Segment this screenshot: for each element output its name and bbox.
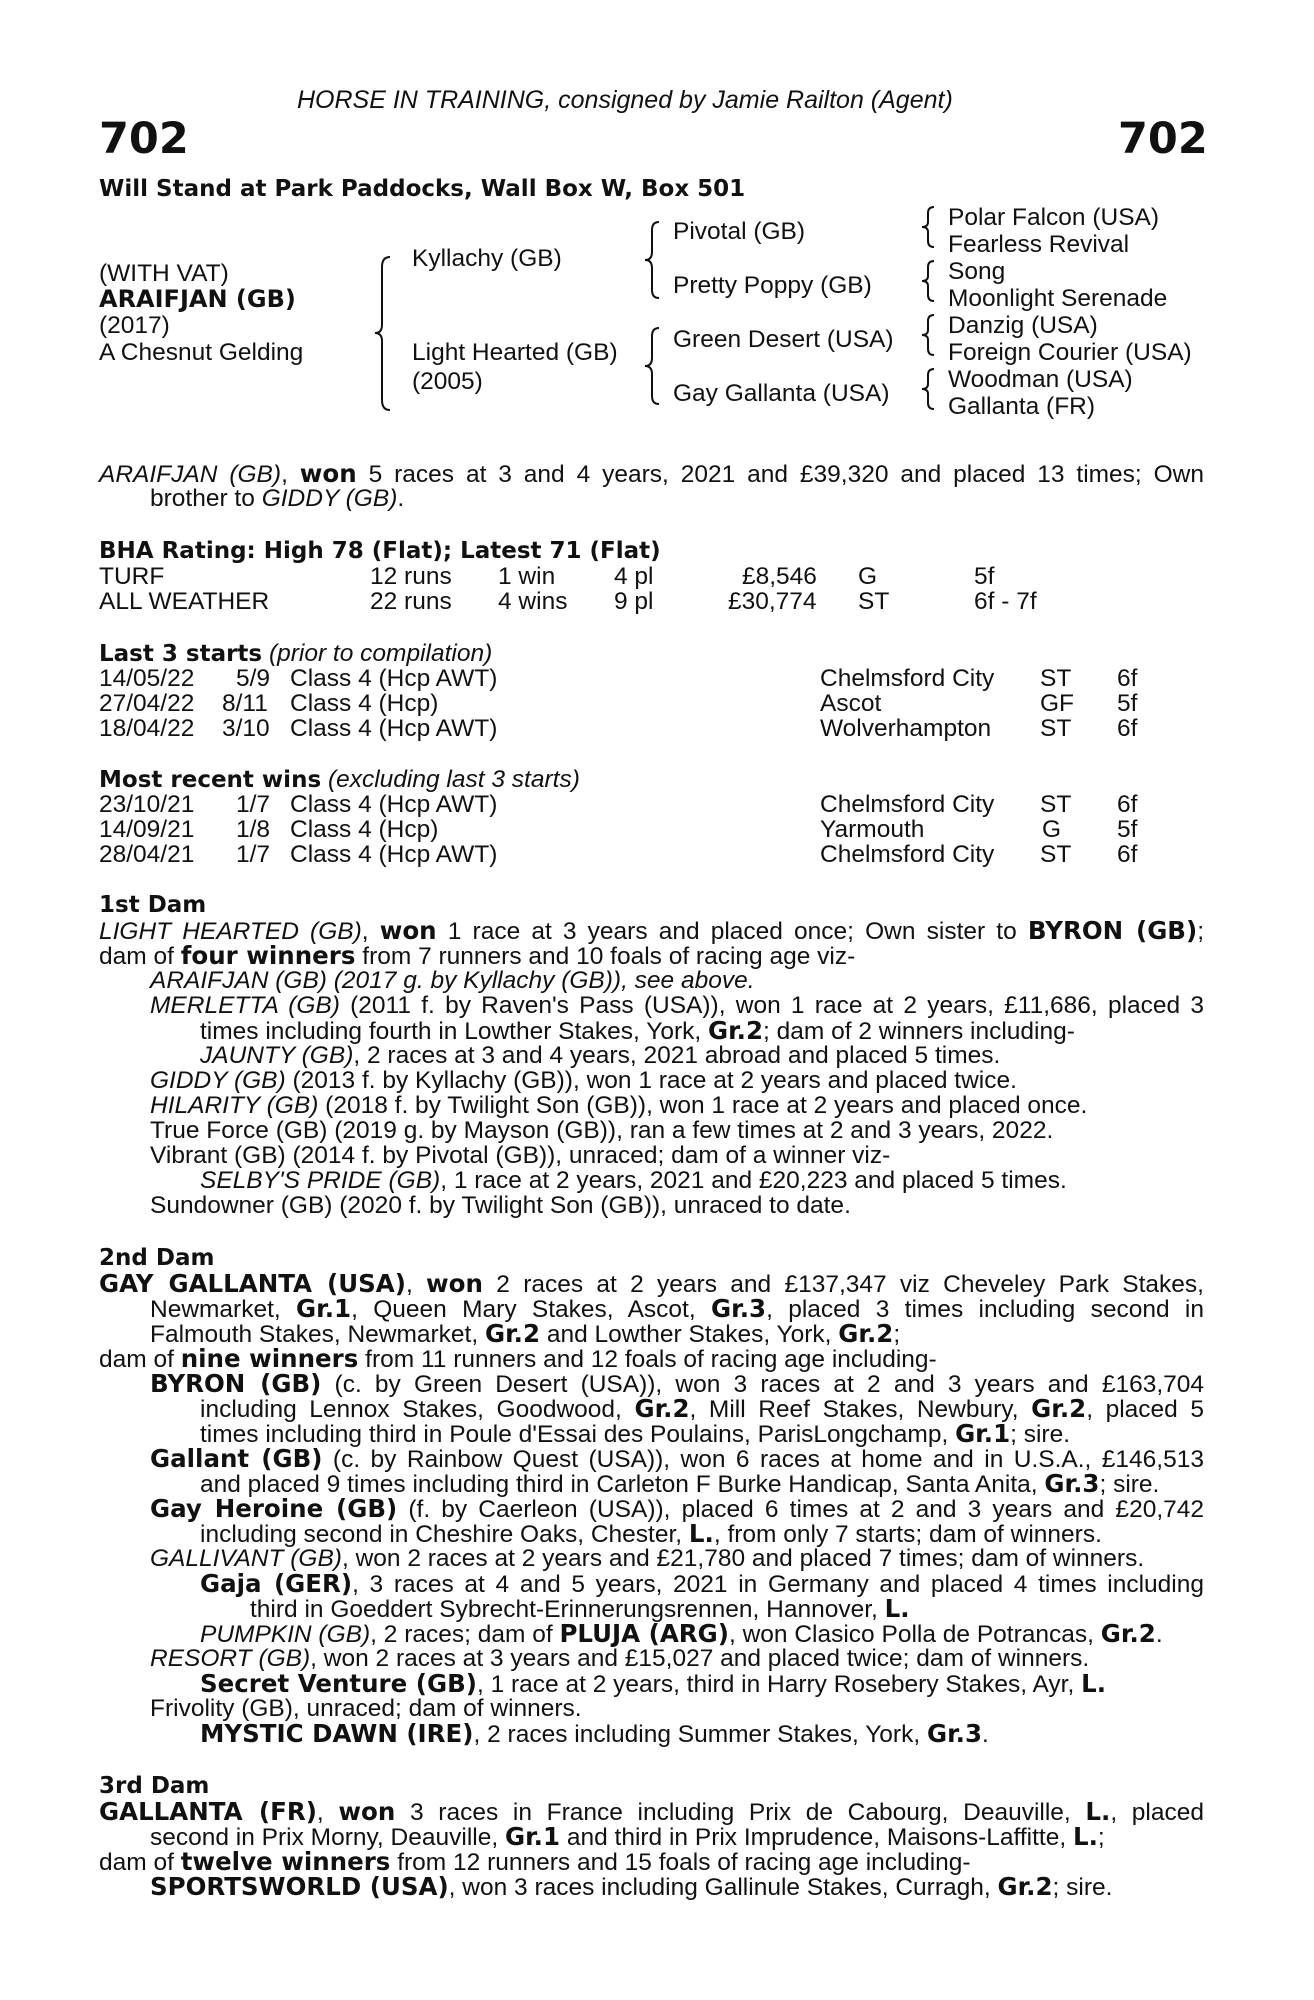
gen3-4: Moonlight Serenade bbox=[948, 285, 1168, 312]
third-dam-line: SPORTSWORLD (USA), won 3 races including Gallinule Stakes, Curragh, Gr.2; sire. bbox=[150, 1872, 1113, 1901]
first-dam-line: LIGHT HEARTED (GB), won 1 race at 3 years and placed once; Own sister to BYRON (GB); bbox=[99, 916, 1204, 945]
gen3-8: Gallanta (FR) bbox=[948, 393, 1096, 420]
second-dam-line: times including third in Poule d'Essai des Poulains, ParisLongchamp, Gr.1; sire. bbox=[200, 1419, 1071, 1448]
brace-gen3-4 bbox=[920, 367, 938, 411]
recent-wins-heading: Most recent wins (excluding last 3 starts) bbox=[99, 766, 580, 793]
sire-sire: Pivotal (GB) bbox=[673, 218, 806, 245]
first-dam-line: ARAIFJAN (GB) (2017 g. by Kyllachy (GB)), see above. bbox=[150, 967, 755, 994]
second-dam-line: and placed 9 times including third in Carleton F Burke Handicap, Santa Anita, Gr.3; sire. bbox=[200, 1469, 1160, 1498]
brace-dam bbox=[643, 326, 663, 406]
brace-main bbox=[372, 255, 394, 412]
sire: Kyllachy (GB) bbox=[412, 245, 562, 272]
second-dam-line: Gay Heroine (GB) (f. by Caerleon (USA)), placed 6 times at 2 and 3 years and £20,742 bbox=[150, 1494, 1204, 1523]
dam-sire: Green Desert (USA) bbox=[673, 326, 894, 353]
second-dam-line: Frivolity (GB), unraced; dam of winners. bbox=[150, 1695, 582, 1722]
second-dam-line: including second in Cheshire Oaks, Chester, L., from only 7 starts; dam of winners. bbox=[200, 1519, 1102, 1548]
gen3-6: Foreign Courier (USA) bbox=[948, 339, 1192, 366]
second-dam-line: third in Goeddert Sybrecht-Erinnerungsrennen, Hannover, L. bbox=[250, 1594, 910, 1623]
stand-location: Will Stand at Park Paddocks, Wall Box W, Box 501 bbox=[99, 176, 746, 202]
second-dam-heading: 2nd Dam bbox=[99, 1245, 215, 1271]
second-dam-line: PUMPKIN (GB), 2 races; dam of PLUJA (ARG), won Clasico Polla de Potrancas, Gr.2. bbox=[200, 1619, 1163, 1648]
first-dam-line: True Force (GB) (2019 g. by Mayson (GB)), ran a few times at 2 and 3 years, 2022. bbox=[150, 1117, 1054, 1144]
dam-year: (2005) bbox=[412, 368, 483, 395]
second-dam-line: BYRON (GB) (c. by Green Desert (USA)), won 3 races at 2 and 3 years and £163,704 bbox=[150, 1369, 1205, 1398]
second-dam-line: RESORT (GB), won 2 races at 3 years and £15,027 and placed twice; dam of winners. bbox=[150, 1645, 1090, 1672]
second-dam-line: dam of nine winners from 11 runners and 12 foals of racing age including- bbox=[99, 1344, 937, 1373]
third-dam-line: GALLANTA (FR), won 3 races in France including Prix de Cabourg, Deauville, L., placed bbox=[99, 1797, 1204, 1826]
second-dam-line: including Lennox Stakes, Goodwood, Gr.2, Mill Reef Stakes, Newbury, Gr.2, placed 5 bbox=[200, 1394, 1204, 1423]
first-dam-line: MERLETTA (GB) (2011 f. by Raven's Pass (USA)), won 1 race at 2 years, £11,686, placed 3 bbox=[150, 992, 1204, 1019]
second-dam-line: Gaja (GER), 3 races at 4 and 5 years, 2021 in Germany and placed 4 times including bbox=[200, 1569, 1204, 1598]
consignor-line: HORSE IN TRAINING, consigned by Jamie Railton (Agent) bbox=[297, 86, 953, 114]
summary-line-2: brother to GIDDY (GB). bbox=[150, 485, 405, 512]
gen3-3: Song bbox=[948, 258, 1006, 285]
gen3-5: Danzig (USA) bbox=[948, 312, 1098, 339]
lot-number-right: 702 bbox=[1118, 114, 1208, 164]
vat-note: (WITH VAT) bbox=[99, 260, 229, 287]
third-dam-line: second in Prix Morny, Deauville, Gr.1 and third in Prix Imprudence, Maisons-Laffitte, L.; bbox=[150, 1822, 1105, 1851]
second-dam-line: MYSTIC DAWN (IRE), 2 races including Summer Stakes, York, Gr.3. bbox=[200, 1719, 989, 1748]
dam: Light Hearted (GB) bbox=[412, 339, 618, 366]
second-dam-line: GAY GALLANTA (USA), won 2 races at 2 years and £137,347 viz Cheveley Park Stakes, bbox=[99, 1269, 1204, 1298]
third-dam-line: dam of twelve winners from 12 runners and 15 foals of racing age including- bbox=[99, 1847, 971, 1876]
lot-number-left: 702 bbox=[99, 114, 189, 164]
first-dam-heading: 1st Dam bbox=[99, 892, 207, 918]
brace-gen3-1 bbox=[920, 205, 938, 249]
horse-year: (2017) bbox=[99, 312, 170, 339]
first-dam-line: Vibrant (GB) (2014 f. by Pivotal (GB)), unraced; dam of a winner viz- bbox=[150, 1142, 891, 1169]
first-dam-line: HILARITY (GB) (2018 f. by Twilight Son (GB)), won 1 race at 2 years and placed once. bbox=[150, 1092, 1088, 1119]
second-dam-line: Newmarket, Gr.1, Queen Mary Stakes, Ascot, Gr.3, placed 3 times including second in bbox=[150, 1294, 1204, 1323]
horse-description: A Chesnut Gelding bbox=[99, 339, 304, 366]
gen3-1: Polar Falcon (USA) bbox=[948, 204, 1160, 231]
second-dam-line: Falmouth Stakes, Newmarket, Gr.2 and Lowther Stakes, York, Gr.2; bbox=[150, 1319, 901, 1348]
horse-name: ARAIFJAN (GB) bbox=[99, 285, 296, 313]
second-dam-line: GALLIVANT (GB), won 2 races at 2 years and £21,780 and placed 7 times; dam of winners. bbox=[150, 1545, 1145, 1572]
first-dam-line: GIDDY (GB) (2013 f. by Kyllachy (GB)), won 1 race at 2 years and placed twice. bbox=[150, 1067, 1017, 1094]
rating-heading: BHA Rating: High 78 (Flat); Latest 71 (Flat) bbox=[99, 538, 661, 564]
gen3-2: Fearless Revival bbox=[948, 231, 1130, 258]
first-dam-line: dam of four winners from 7 runners and 10 foals of racing age viz- bbox=[99, 941, 856, 970]
brace-gen3-2 bbox=[920, 259, 938, 303]
second-dam-line: Secret Venture (GB), 1 race at 2 years, third in Harry Rosebery Stakes, Ayr, L. bbox=[200, 1669, 1107, 1698]
first-dam-line: SELBY'S PRIDE (GB), 1 race at 2 years, 2021 and £20,223 and placed 5 times. bbox=[200, 1167, 1067, 1194]
second-dam-line: Gallant (GB) (c. by Rainbow Quest (USA)), won 6 races at home and in U.S.A., £146,513 bbox=[150, 1444, 1204, 1473]
first-dam-line: times including fourth in Lowther Stakes, York, Gr.2; dam of 2 winners including- bbox=[200, 1016, 1075, 1045]
summary-line-1: ARAIFJAN (GB), won 5 races at 3 and 4 years, 2021 and £39,320 and placed 13 times; Own bbox=[99, 459, 1205, 488]
gen3-7: Woodman (USA) bbox=[948, 366, 1133, 393]
brace-sire bbox=[643, 220, 663, 300]
third-dam-heading: 3rd Dam bbox=[99, 1773, 210, 1799]
dam-dam: Gay Gallanta (USA) bbox=[673, 380, 890, 407]
brace-gen3-3 bbox=[920, 313, 938, 357]
sire-dam: Pretty Poppy (GB) bbox=[673, 272, 872, 299]
first-dam-line: JAUNTY (GB), 2 races at 3 and 4 years, 2021 abroad and placed 5 times. bbox=[200, 1042, 1001, 1069]
first-dam-line: Sundowner (GB) (2020 f. by Twilight Son (GB)), unraced to date. bbox=[150, 1192, 851, 1219]
last3-heading: Last 3 starts (prior to compilation) bbox=[99, 640, 493, 667]
